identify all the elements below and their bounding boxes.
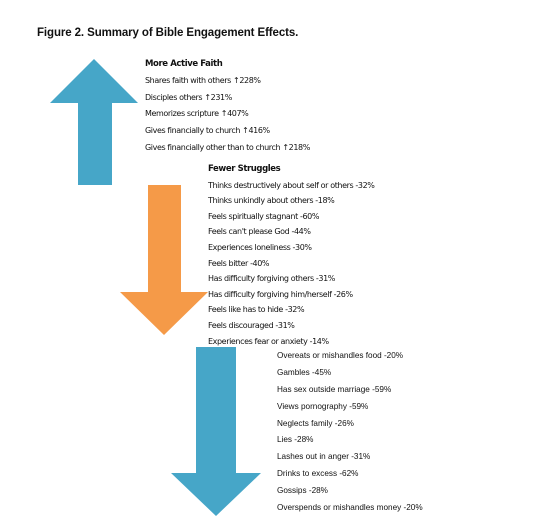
behaviors-list	[277, 348, 423, 517]
figure-title: Figure 2. Summary of Bible Engagement Effects.	[37, 27, 299, 39]
down-arrow-icon	[118, 184, 210, 337]
list-item: Feels spiritually stagnant -60%	[208, 211, 320, 221]
list-item: Thinks unkindly about others -18%	[208, 196, 335, 206]
list-item: Gives financially other than to church ↑218%	[145, 142, 310, 152]
up-arrow-shape	[50, 59, 138, 185]
down-arrow-icon	[170, 346, 262, 518]
list-item: Gives financially to church ↑416%	[145, 126, 270, 136]
down-arrow-shape	[171, 347, 261, 516]
list-item: Overeats or mishandles food -20%	[277, 351, 404, 360]
list-item: Feels can't please God -44%	[208, 227, 311, 237]
list-item: Thinks destructively about self or others -32%	[208, 180, 375, 190]
list-item: Has sex outside marriage -59%	[277, 384, 392, 394]
list-item: Experiences fear or anxiety -14%	[208, 336, 329, 346]
list-item: Gambles -45%	[277, 367, 332, 377]
list-item: Drinks to excess -62%	[277, 469, 359, 479]
list-item: Views pornography -59%	[277, 401, 369, 411]
list-item: Feels like has to hide -32%	[208, 305, 305, 315]
section-heading: Fewer Struggles	[208, 164, 281, 174]
list-item: Shares faith with others ↑228%	[145, 75, 261, 85]
section-heading: More Active Faith	[145, 59, 223, 69]
list-item: Feels bitter -40%	[208, 258, 270, 268]
down-arrow-shape	[120, 185, 208, 335]
list-item: Lies -28%	[277, 435, 314, 445]
list-item: Has difficulty forgiving him/herself -26%	[208, 289, 353, 299]
list-item: Memorizes scripture ↑407%	[145, 109, 249, 119]
list-item: Feels discouraged -31%	[208, 320, 295, 330]
up-arrow-icon	[48, 57, 140, 187]
list-item: Disciples others ↑231%	[145, 92, 232, 102]
list-item: Gossips -28%	[277, 486, 328, 496]
more-active-faith-list	[145, 56, 310, 157]
list-item: Lashes out in anger -31%	[277, 452, 371, 462]
fewer-struggles-list	[208, 162, 375, 349]
list-item: Experiences loneliness -30%	[208, 242, 312, 252]
list-item: Overspends or mishandles money -20%	[277, 503, 423, 513]
list-item: Has difficulty forgiving others -31%	[208, 274, 335, 284]
list-item: Neglects family -26%	[277, 418, 354, 428]
